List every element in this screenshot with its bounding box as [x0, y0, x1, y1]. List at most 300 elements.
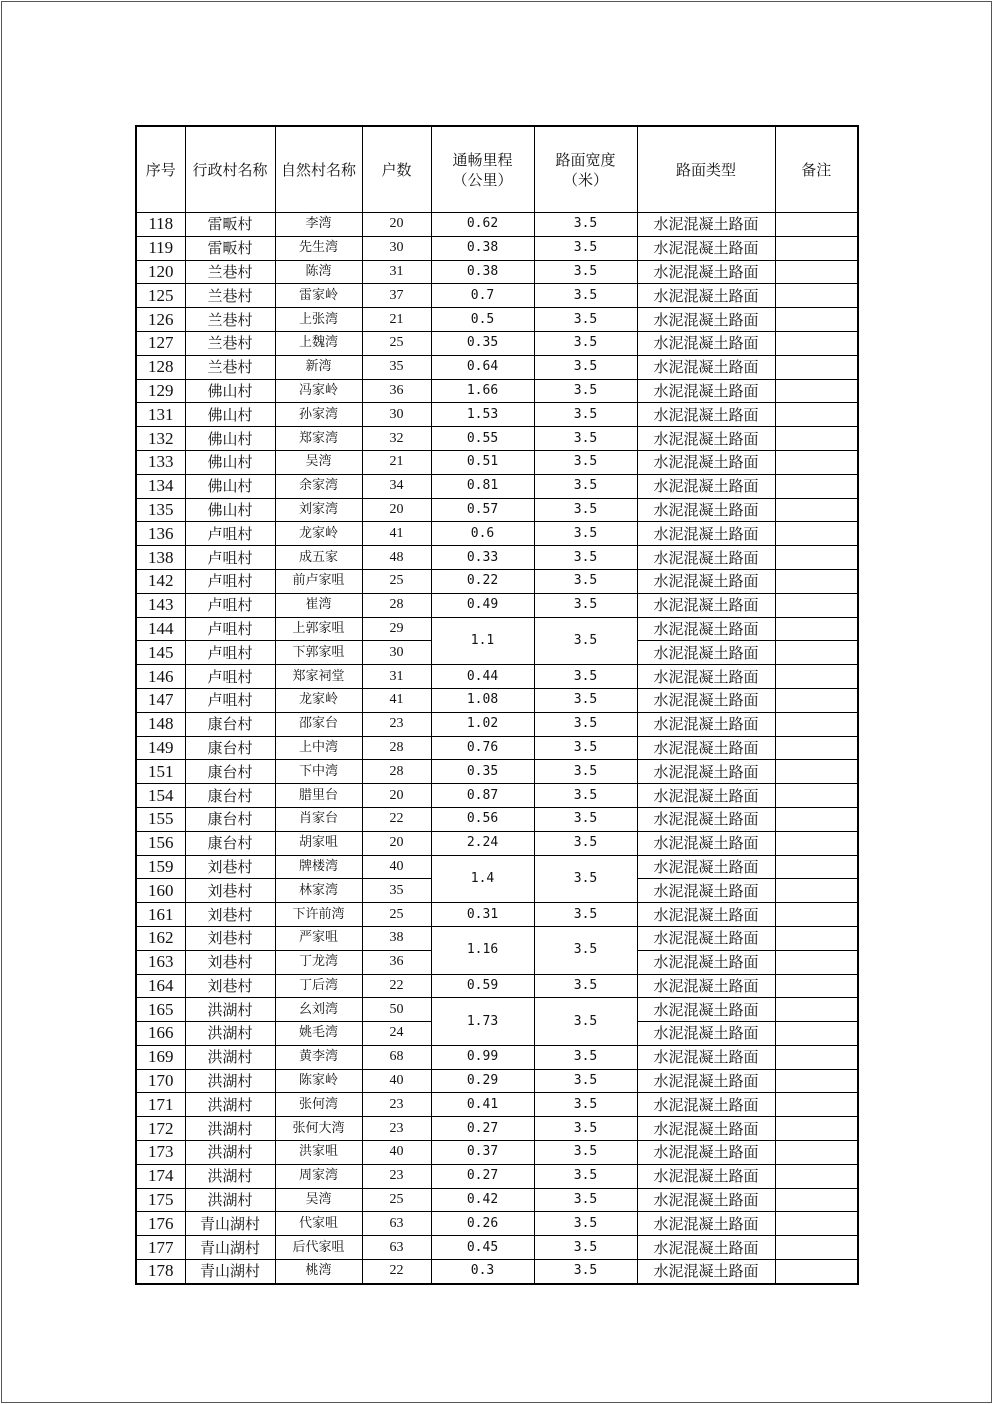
- cell-width: 3.5: [534, 403, 637, 427]
- cell-admin-village: 卢咀村: [185, 593, 275, 617]
- table-row: [136, 1093, 858, 1117]
- cell-length: 2.24: [431, 831, 534, 855]
- cell-surface-type: 水泥混凝土路面: [637, 665, 775, 689]
- header-length: [431, 126, 534, 213]
- cell-surface-type: 水泥混凝土路面: [637, 998, 775, 1022]
- cell-width: 3.5: [534, 1141, 637, 1165]
- cell-households: 23: [362, 1117, 431, 1141]
- cell-seq: 171: [136, 1093, 185, 1117]
- cell-width: 3.5: [534, 308, 637, 332]
- table-row: [136, 1141, 858, 1165]
- cell-admin-village: 卢咀村: [185, 688, 275, 712]
- cell-remarks: [775, 831, 858, 855]
- cell-natural-village: 前卢家咀: [275, 569, 362, 593]
- cell-remarks: [775, 427, 858, 451]
- cell-seq: 174: [136, 1164, 185, 1188]
- cell-remarks: [775, 760, 858, 784]
- cell-length: 0.22: [431, 569, 534, 593]
- cell-width: 3.5: [534, 760, 637, 784]
- cell-width: 3.5: [534, 665, 637, 689]
- cell-seq: 177: [136, 1236, 185, 1260]
- cell-width: 3.5: [534, 974, 637, 998]
- cell-natural-village: 张何湾: [275, 1093, 362, 1117]
- cell-length: 1.66: [431, 379, 534, 403]
- cell-natural-village: 陈家岭: [275, 1069, 362, 1093]
- cell-admin-village: 刘巷村: [185, 950, 275, 974]
- cell-admin-village: 康台村: [185, 712, 275, 736]
- cell-seq: 160: [136, 879, 185, 903]
- cell-natural-village: 腊里台: [275, 784, 362, 808]
- cell-length: 0.76: [431, 736, 534, 760]
- cell-seq: 161: [136, 903, 185, 927]
- cell-seq: 138: [136, 546, 185, 570]
- cell-width: 3.5: [534, 379, 637, 403]
- table-row: [136, 427, 858, 451]
- cell-seq: 146: [136, 665, 185, 689]
- cell-natural-village: 上魏湾: [275, 331, 362, 355]
- cell-seq: 143: [136, 593, 185, 617]
- table-header-row: [136, 126, 858, 213]
- cell-width: 3.5: [534, 1212, 637, 1236]
- cell-surface-type: 水泥混凝土路面: [637, 546, 775, 570]
- cell-admin-village: 兰巷村: [185, 260, 275, 284]
- cell-households: 50: [362, 998, 431, 1022]
- cell-admin-village: 刘巷村: [185, 974, 275, 998]
- cell-length: 0.87: [431, 784, 534, 808]
- cell-natural-village: 丁后湾: [275, 974, 362, 998]
- cell-remarks: [775, 593, 858, 617]
- cell-admin-village: 兰巷村: [185, 331, 275, 355]
- cell-households: 40: [362, 1069, 431, 1093]
- table-row: [136, 284, 858, 308]
- cell-households: 36: [362, 379, 431, 403]
- cell-width: 3.5: [534, 284, 637, 308]
- cell-remarks: [775, 379, 858, 403]
- cell-natural-village: 丁龙湾: [275, 950, 362, 974]
- cell-households: 25: [362, 331, 431, 355]
- cell-surface-type: 水泥混凝土路面: [637, 1069, 775, 1093]
- cell-width: 3.5: [534, 522, 637, 546]
- cell-width: 3.5: [534, 903, 637, 927]
- cell-length: 0.41: [431, 1093, 534, 1117]
- cell-length: 0.27: [431, 1164, 534, 1188]
- cell-remarks: [775, 736, 858, 760]
- cell-households: 22: [362, 974, 431, 998]
- cell-natural-village: 龙家岭: [275, 522, 362, 546]
- cell-length: 0.31: [431, 903, 534, 927]
- cell-remarks: [775, 403, 858, 427]
- cell-admin-village: 佛山村: [185, 427, 275, 451]
- cell-admin-village: 佛山村: [185, 379, 275, 403]
- header-length-line2: （公里）: [452, 170, 513, 189]
- cell-surface-type: 水泥混凝土路面: [637, 712, 775, 736]
- cell-surface-type: 水泥混凝土路面: [637, 688, 775, 712]
- cell-seq: 159: [136, 855, 185, 879]
- cell-seq: 170: [136, 1069, 185, 1093]
- header-remarks: 备注: [775, 126, 858, 213]
- cell-width: 3.5: [534, 1164, 637, 1188]
- cell-admin-village: 佛山村: [185, 450, 275, 474]
- cell-natural-village: 先生湾: [275, 236, 362, 260]
- cell-surface-type: 水泥混凝土路面: [637, 855, 775, 879]
- cell-width: 3.5: [534, 569, 637, 593]
- cell-length: 0.56: [431, 807, 534, 831]
- cell-width: 3.5: [534, 236, 637, 260]
- table-row: [136, 474, 858, 498]
- cell-households: 28: [362, 736, 431, 760]
- header-width-line2: （米）: [562, 170, 608, 189]
- cell-remarks: [775, 1141, 858, 1165]
- cell-admin-village: 刘巷村: [185, 879, 275, 903]
- table-row: [136, 855, 858, 879]
- cell-households: 38: [362, 926, 431, 950]
- cell-admin-village: 青山湖村: [185, 1212, 275, 1236]
- table-row: [136, 807, 858, 831]
- cell-seq: 132: [136, 427, 185, 451]
- cell-households: 35: [362, 879, 431, 903]
- cell-length: 0.81: [431, 474, 534, 498]
- cell-households: 20: [362, 784, 431, 808]
- cell-surface-type: 水泥混凝土路面: [637, 903, 775, 927]
- cell-seq: 148: [136, 712, 185, 736]
- cell-length: 0.37: [431, 1141, 534, 1165]
- cell-width: 3.5: [534, 831, 637, 855]
- cell-length: 0.35: [431, 760, 534, 784]
- cell-length: 1.1: [431, 617, 534, 665]
- cell-households: 30: [362, 403, 431, 427]
- cell-surface-type: 水泥混凝土路面: [637, 498, 775, 522]
- table-row: [136, 1188, 858, 1212]
- cell-seq: 127: [136, 331, 185, 355]
- cell-width: 3.5: [534, 593, 637, 617]
- cell-length: 0.64: [431, 355, 534, 379]
- cell-remarks: [775, 926, 858, 950]
- cell-households: 36: [362, 950, 431, 974]
- cell-natural-village: 洪家咀: [275, 1141, 362, 1165]
- table-row: [136, 1069, 858, 1093]
- cell-width: 3.5: [534, 213, 637, 237]
- table-row: [136, 593, 858, 617]
- cell-surface-type: 水泥混凝土路面: [637, 236, 775, 260]
- cell-surface-type: 水泥混凝土路面: [637, 1093, 775, 1117]
- cell-length: 0.26: [431, 1212, 534, 1236]
- cell-remarks: [775, 308, 858, 332]
- cell-surface-type: 水泥混凝土路面: [637, 427, 775, 451]
- cell-households: 20: [362, 213, 431, 237]
- cell-seq: 120: [136, 260, 185, 284]
- cell-surface-type: 水泥混凝土路面: [637, 1188, 775, 1212]
- cell-remarks: [775, 665, 858, 689]
- cell-admin-village: 洪湖村: [185, 1045, 275, 1069]
- header-natural-village: 自然村名称: [275, 126, 362, 213]
- cell-households: 30: [362, 236, 431, 260]
- cell-natural-village: 成五家: [275, 546, 362, 570]
- cell-natural-village: 下郭家咀: [275, 641, 362, 665]
- cell-admin-village: 刘巷村: [185, 926, 275, 950]
- cell-width: 3.5: [534, 474, 637, 498]
- cell-length: 0.27: [431, 1117, 534, 1141]
- table-row: [136, 831, 858, 855]
- cell-surface-type: 水泥混凝土路面: [637, 1022, 775, 1046]
- cell-households: 37: [362, 284, 431, 308]
- cell-natural-village: 孙家湾: [275, 403, 362, 427]
- cell-length: 0.3: [431, 1260, 534, 1284]
- cell-seq: 178: [136, 1260, 185, 1284]
- cell-remarks: [775, 784, 858, 808]
- cell-households: 40: [362, 1141, 431, 1165]
- table-row: [136, 712, 858, 736]
- cell-surface-type: 水泥混凝土路面: [637, 379, 775, 403]
- cell-length: 0.6: [431, 522, 534, 546]
- cell-width: 3.5: [534, 331, 637, 355]
- cell-households: 25: [362, 569, 431, 593]
- cell-length: 0.49: [431, 593, 534, 617]
- table-row: [136, 1164, 858, 1188]
- cell-remarks: [775, 284, 858, 308]
- cell-remarks: [775, 450, 858, 474]
- cell-width: 3.5: [534, 926, 637, 974]
- cell-remarks: [775, 712, 858, 736]
- cell-width: 3.5: [534, 1069, 637, 1093]
- cell-surface-type: 水泥混凝土路面: [637, 879, 775, 903]
- cell-admin-village: 卢咀村: [185, 617, 275, 641]
- cell-length: 0.38: [431, 236, 534, 260]
- table-row: [136, 236, 858, 260]
- cell-admin-village: 兰巷村: [185, 284, 275, 308]
- table-row: [136, 498, 858, 522]
- cell-length: 0.59: [431, 974, 534, 998]
- cell-seq: 166: [136, 1022, 185, 1046]
- header-admin-village: 行政村名称: [185, 126, 275, 213]
- cell-width: 3.5: [534, 998, 637, 1046]
- cell-remarks: [775, 236, 858, 260]
- table-row: [136, 522, 858, 546]
- cell-households: 25: [362, 1188, 431, 1212]
- cell-admin-village: 洪湖村: [185, 1022, 275, 1046]
- cell-admin-village: 雷畈村: [185, 236, 275, 260]
- cell-remarks: [775, 641, 858, 665]
- table-row: [136, 450, 858, 474]
- cell-admin-village: 刘巷村: [185, 903, 275, 927]
- table-row: [136, 1236, 858, 1260]
- table-body: [136, 213, 858, 1284]
- cell-remarks: [775, 546, 858, 570]
- cell-surface-type: 水泥混凝土路面: [637, 308, 775, 332]
- cell-remarks: [775, 617, 858, 641]
- cell-admin-village: 佛山村: [185, 474, 275, 498]
- header-length-line1: 通畅里程: [452, 150, 513, 169]
- cell-width: 3.5: [534, 807, 637, 831]
- cell-surface-type: 水泥混凝土路面: [637, 1236, 775, 1260]
- cell-remarks: [775, 879, 858, 903]
- cell-seq: 119: [136, 236, 185, 260]
- cell-admin-village: 卢咀村: [185, 641, 275, 665]
- cell-seq: 128: [136, 355, 185, 379]
- table-row: [136, 926, 858, 950]
- cell-surface-type: 水泥混凝土路面: [637, 593, 775, 617]
- cell-length: 1.08: [431, 688, 534, 712]
- cell-length: 1.73: [431, 998, 534, 1046]
- cell-width: 3.5: [534, 617, 637, 665]
- cell-surface-type: 水泥混凝土路面: [637, 474, 775, 498]
- cell-remarks: [775, 688, 858, 712]
- cell-households: 23: [362, 712, 431, 736]
- cell-width: 3.5: [534, 736, 637, 760]
- cell-admin-village: 佛山村: [185, 498, 275, 522]
- cell-surface-type: 水泥混凝土路面: [637, 260, 775, 284]
- cell-length: 0.29: [431, 1069, 534, 1093]
- cell-admin-village: 康台村: [185, 784, 275, 808]
- cell-natural-village: 上郭家咀: [275, 617, 362, 641]
- cell-seq: 163: [136, 950, 185, 974]
- cell-natural-village: 李湾: [275, 213, 362, 237]
- cell-remarks: [775, 1212, 858, 1236]
- cell-natural-village: 吴湾: [275, 450, 362, 474]
- cell-households: 28: [362, 593, 431, 617]
- cell-length: 0.38: [431, 260, 534, 284]
- cell-seq: 176: [136, 1212, 185, 1236]
- cell-remarks: [775, 1164, 858, 1188]
- cell-households: 63: [362, 1212, 431, 1236]
- cell-natural-village: 余家湾: [275, 474, 362, 498]
- cell-admin-village: 康台村: [185, 736, 275, 760]
- cell-remarks: [775, 1117, 858, 1141]
- cell-seq: 134: [136, 474, 185, 498]
- cell-length: 1.02: [431, 712, 534, 736]
- header-households: 户数: [362, 126, 431, 213]
- cell-length: 1.16: [431, 926, 534, 974]
- cell-width: 3.5: [534, 260, 637, 284]
- cell-households: 23: [362, 1093, 431, 1117]
- cell-remarks: [775, 260, 858, 284]
- cell-admin-village: 青山湖村: [185, 1260, 275, 1284]
- cell-surface-type: 水泥混凝土路面: [637, 784, 775, 808]
- cell-admin-village: 洪湖村: [185, 1093, 275, 1117]
- table-row: [136, 688, 858, 712]
- cell-remarks: [775, 1022, 858, 1046]
- table-row: [136, 331, 858, 355]
- cell-seq: 136: [136, 522, 185, 546]
- header-seq: 序号: [136, 126, 185, 213]
- cell-natural-village: 雷家岭: [275, 284, 362, 308]
- cell-remarks: [775, 903, 858, 927]
- table-row: [136, 1260, 858, 1284]
- cell-length: 0.7: [431, 284, 534, 308]
- cell-seq: 172: [136, 1117, 185, 1141]
- cell-households: 30: [362, 641, 431, 665]
- cell-admin-village: 洪湖村: [185, 1141, 275, 1165]
- cell-households: 20: [362, 498, 431, 522]
- cell-remarks: [775, 569, 858, 593]
- table-row: [136, 1045, 858, 1069]
- cell-remarks: [775, 807, 858, 831]
- cell-width: 3.5: [534, 498, 637, 522]
- table-row: [136, 665, 858, 689]
- cell-seq: 147: [136, 688, 185, 712]
- table-row: [136, 903, 858, 927]
- cell-surface-type: 水泥混凝土路面: [637, 1164, 775, 1188]
- cell-length: 1.53: [431, 403, 534, 427]
- cell-seq: 142: [136, 569, 185, 593]
- cell-natural-village: 上张湾: [275, 308, 362, 332]
- cell-natural-village: 新湾: [275, 355, 362, 379]
- village-road-table: [135, 125, 859, 1285]
- cell-length: 1.4: [431, 855, 534, 903]
- cell-width: 3.5: [534, 688, 637, 712]
- cell-natural-village: 邵家台: [275, 712, 362, 736]
- cell-households: 21: [362, 308, 431, 332]
- cell-households: 40: [362, 855, 431, 879]
- cell-natural-village: 代家咀: [275, 1212, 362, 1236]
- cell-width: 3.5: [534, 427, 637, 451]
- cell-natural-village: 陈湾: [275, 260, 362, 284]
- table-row: [136, 1117, 858, 1141]
- table-row: [136, 784, 858, 808]
- cell-length: 0.42: [431, 1188, 534, 1212]
- cell-seq: 151: [136, 760, 185, 784]
- cell-natural-village: 崔湾: [275, 593, 362, 617]
- table-row: [136, 617, 858, 641]
- cell-length: 0.62: [431, 213, 534, 237]
- cell-admin-village: 雷畈村: [185, 213, 275, 237]
- cell-natural-village: 幺刘湾: [275, 998, 362, 1022]
- cell-households: 35: [362, 355, 431, 379]
- cell-surface-type: 水泥混凝土路面: [637, 1141, 775, 1165]
- cell-width: 3.5: [534, 1045, 637, 1069]
- cell-seq: 169: [136, 1045, 185, 1069]
- cell-households: 68: [362, 1045, 431, 1069]
- cell-seq: 175: [136, 1188, 185, 1212]
- cell-natural-village: 下中湾: [275, 760, 362, 784]
- cell-households: 41: [362, 688, 431, 712]
- cell-surface-type: 水泥混凝土路面: [637, 641, 775, 665]
- cell-length: 0.99: [431, 1045, 534, 1069]
- cell-remarks: [775, 1260, 858, 1284]
- cell-remarks: [775, 1045, 858, 1069]
- cell-surface-type: 水泥混凝土路面: [637, 831, 775, 855]
- cell-admin-village: 卢咀村: [185, 546, 275, 570]
- cell-width: 3.5: [534, 1093, 637, 1117]
- cell-surface-type: 水泥混凝土路面: [637, 1260, 775, 1284]
- cell-length: 0.57: [431, 498, 534, 522]
- header-width: [534, 126, 637, 213]
- table-row: [136, 546, 858, 570]
- cell-natural-village: 郑家湾: [275, 427, 362, 451]
- cell-admin-village: 康台村: [185, 760, 275, 784]
- cell-width: 3.5: [534, 450, 637, 474]
- table-row: [136, 260, 858, 284]
- cell-households: 31: [362, 665, 431, 689]
- table-row: [136, 1212, 858, 1236]
- cell-surface-type: 水泥混凝土路面: [637, 522, 775, 546]
- cell-remarks: [775, 522, 858, 546]
- cell-surface-type: 水泥混凝土路面: [637, 760, 775, 784]
- cell-natural-village: 郑家祠堂: [275, 665, 362, 689]
- cell-surface-type: 水泥混凝土路面: [637, 331, 775, 355]
- cell-seq: 125: [136, 284, 185, 308]
- table-row: [136, 379, 858, 403]
- cell-households: 21: [362, 450, 431, 474]
- cell-length: 0.44: [431, 665, 534, 689]
- cell-width: 3.5: [534, 546, 637, 570]
- cell-seq: 126: [136, 308, 185, 332]
- cell-seq: 133: [136, 450, 185, 474]
- cell-natural-village: 胡家咀: [275, 831, 362, 855]
- cell-admin-village: 洪湖村: [185, 1188, 275, 1212]
- cell-natural-village: 姚毛湾: [275, 1022, 362, 1046]
- cell-seq: 165: [136, 998, 185, 1022]
- cell-admin-village: 兰巷村: [185, 355, 275, 379]
